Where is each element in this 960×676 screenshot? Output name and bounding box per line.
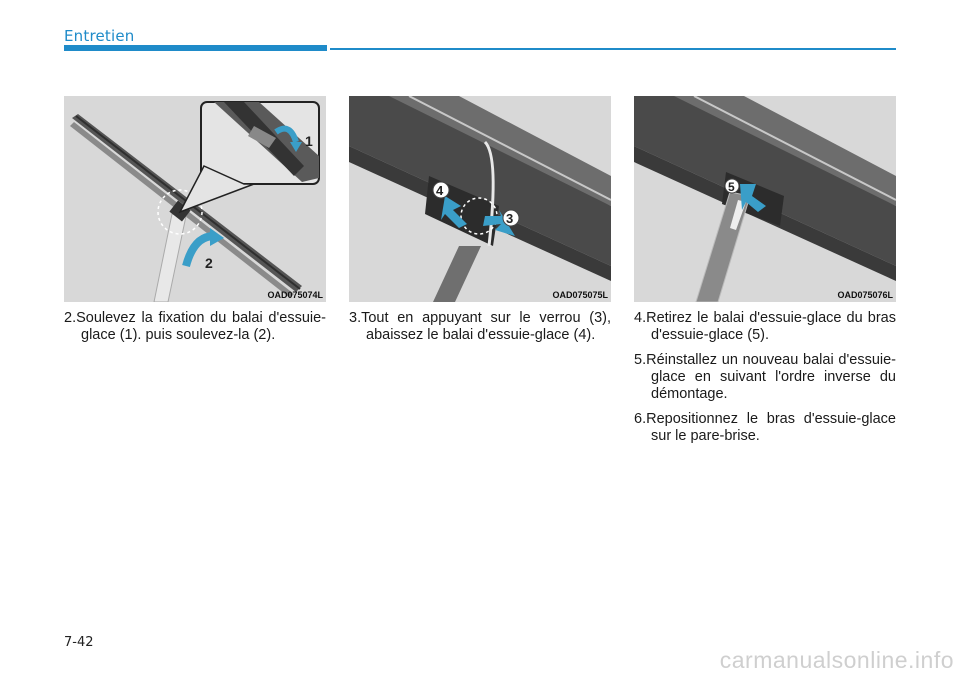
step-3: 3.Tout en appuyant sur le verrou (3), abaissez le balai d'essuie-glace (4).: [349, 310, 611, 343]
step-2: 2.Soulevez la fixation du balai d'essuie-glace (1). puis soulevez-la (2).: [64, 310, 326, 343]
header-rule-thin: [330, 48, 896, 50]
step-4: 4.Retirez le balai d'essuie-glace du bras d'essuie-glace (5).: [634, 310, 896, 343]
callout-5: 5: [728, 180, 735, 194]
wiper-lock-illustration: [349, 96, 611, 302]
header-rule-thick: [64, 45, 327, 51]
step-5: 5.Réinstallez un nouveau balai d'essuie-glace en suivant l'ordre inverse du démontage.: [634, 352, 896, 402]
page-number: 7-42: [64, 635, 94, 650]
step-6: 6.Repositionnez le bras d'essuie-glace sur le pare-brise.: [634, 411, 896, 444]
wiper-remove-illustration: [634, 96, 896, 302]
wiper-lift-illustration: [64, 96, 326, 302]
figure-wiper-lift: [64, 96, 326, 302]
steps-column-2: [349, 310, 611, 352]
figure-code: OAD075075L: [552, 290, 608, 300]
figure-code: OAD075076L: [837, 290, 893, 300]
callout-3: 3: [506, 211, 514, 226]
figure-code: OAD075074L: [267, 290, 323, 300]
callout-2: 2: [205, 255, 213, 271]
figure-wiper-lock: [349, 96, 611, 302]
steps-column-1: [64, 310, 326, 352]
callout-4: 4: [436, 183, 444, 198]
watermark: carmanualsonline.info: [719, 647, 954, 673]
figure-wiper-remove: [634, 96, 896, 302]
steps-column-3: [634, 310, 896, 453]
section-title: Entretien: [64, 27, 135, 45]
callout-1: 1: [305, 133, 313, 149]
